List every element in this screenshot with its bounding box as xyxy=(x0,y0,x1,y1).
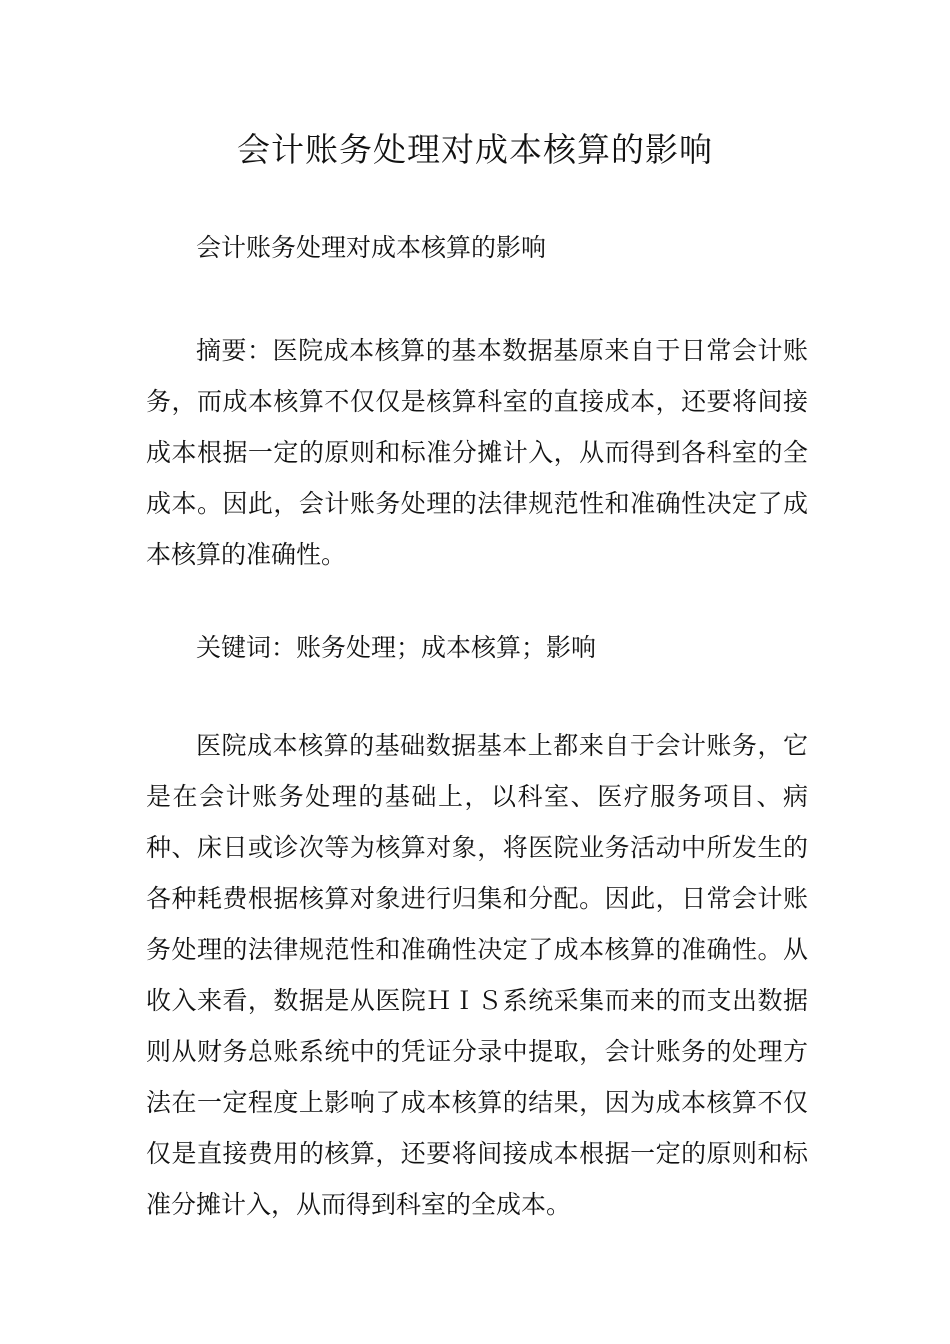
abstract-paragraph: 摘要：医院成本核算的基本数据基原来自于日常会计账务，而成本核算不仅仅是核算科室的直接成本，还要将间接成本根据一定的原则和标准分摊计入，从而得到各科室的全成本。因此，会计账务处理的法律规范性和准确性决定了成本核算的准确性。 xyxy=(146,336,808,569)
body-paragraph: 医院成本核算的基础数据基本上都来自于会计账务，它是在会计账务处理的基础上，以科室、医疗服务项目、病种、床日或诊次等为核算对象，将医院业务活动中所发生的各种耗费根据核算对象进行归集和分配。因此，日常会计账务处理的法律规范性和准确性决定了成本核算的准确性。从收入来看，数据是从医院ＨＩＳ系统采集而来的而支出数据则从财务总账系统中的凭证分录中提取，会计账务的处理方法在一定程度上影响了成本核算的结果，因为成本核算不仅仅是直接费用的核算，还要将间接成本根据一定的原则和标准分摊计入，从而得到科室的全成本。 xyxy=(146,731,808,1219)
keywords-paragraph: 关键词：账务处理；成本核算；影响 xyxy=(196,633,597,662)
document-subtitle: 会计账务处理对成本核算的影响 xyxy=(196,233,547,262)
document-title: 会计账务处理对成本核算的影响 xyxy=(237,130,713,169)
